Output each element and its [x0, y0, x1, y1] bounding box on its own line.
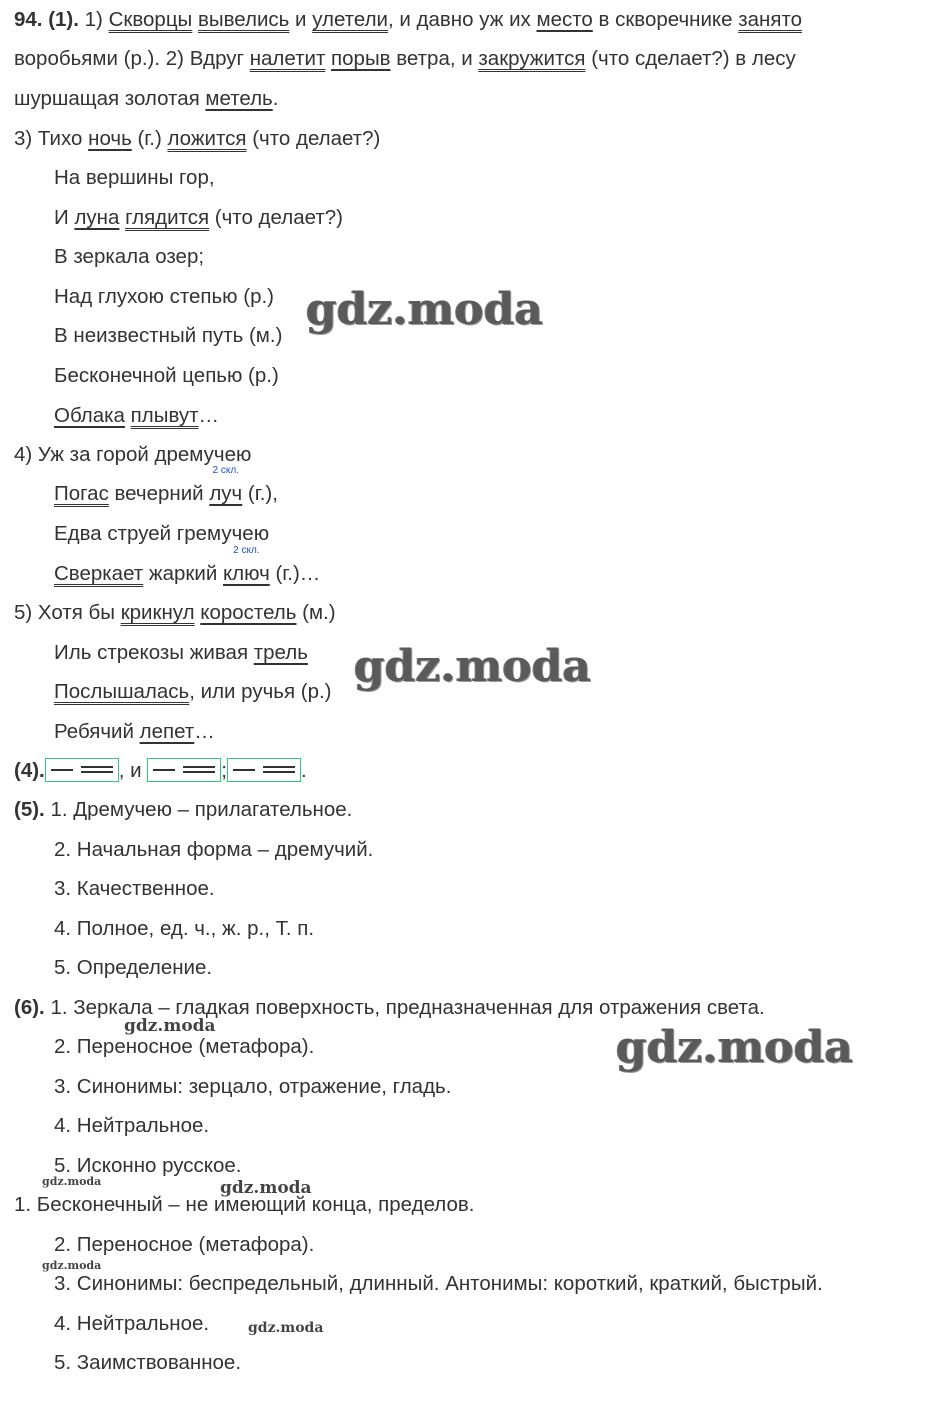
text: … — [194, 720, 215, 743]
poem3-line-5: Над глухою степью (р.) — [54, 285, 275, 308]
watermark: gdz.moda — [220, 1178, 312, 1198]
watermark: gdz.moda — [306, 284, 544, 335]
watermark: gdz.moda — [42, 1259, 102, 1272]
part6-line-2: 2. Переносное (метафора). — [54, 1035, 315, 1058]
predicate: налетит — [249, 47, 326, 70]
watermark: gdz.moda — [42, 1175, 102, 1188]
predicate: глядится — [125, 206, 210, 229]
part6-line-4: 4. Нейтральное. — [54, 1114, 210, 1137]
predicate: плывут — [130, 404, 199, 427]
part5-line-4: 4. Полное, ед. ч., ж. р., Т. п. — [54, 917, 315, 940]
subject-predicate-icon — [49, 759, 115, 779]
poem3-line-3 — [54, 205, 343, 231]
predicate: крикнул — [120, 601, 195, 624]
part5-line-3: 3. Качественное. — [54, 877, 215, 900]
task-line-3 — [14, 86, 278, 112]
poem3-line-7: Бесконечной цепью (р.) — [54, 364, 279, 387]
poem4-line-2 — [54, 465, 278, 507]
text: 1. Дремучею – прилагательное. — [44, 798, 353, 821]
text: 3) Тихо — [14, 127, 89, 150]
part5-line-2: 2. Начальная форма – дремучий. — [54, 838, 374, 861]
task-number: 94. (1). — [14, 8, 79, 31]
part-number: (5). — [14, 798, 45, 821]
text: И — [54, 206, 75, 229]
predicate: улетели — [312, 8, 388, 31]
text: 1) — [78, 8, 109, 31]
text: (г.) — [131, 127, 168, 150]
text: (р.). 2) Вдруг — [117, 47, 250, 70]
predicate: занято — [738, 8, 803, 31]
part5-line-1 — [14, 797, 352, 823]
subject-predicate-icon — [231, 759, 297, 779]
poem3-line-1 — [14, 126, 380, 152]
part6b-line-2: 2. Переносное (метафора). — [54, 1233, 315, 1256]
annotated-word — [222, 545, 270, 585]
text: ; — [221, 759, 227, 782]
poem5-line-2 — [54, 640, 308, 666]
subject: лепет — [139, 720, 195, 743]
part6b-line-5: 5. Заимствованное. — [54, 1351, 242, 1374]
text: вечерний — [108, 482, 210, 505]
grammar-basis-box — [45, 758, 119, 782]
poem5-line-3 — [54, 679, 332, 705]
text: и — [289, 8, 313, 31]
text: (г.)… — [269, 562, 321, 585]
declension-note: 2 скл. — [233, 545, 260, 556]
poem3-line-2: На вершины гор, — [54, 166, 215, 189]
text: Иль стрекозы живая — [54, 641, 254, 664]
text: в скворечнике — [592, 8, 739, 31]
text: . — [272, 87, 279, 110]
part6b-line-1: 1. Бесконечный – не имеющий конца, пределов. — [14, 1193, 475, 1216]
subject-predicate-icon — [151, 759, 217, 779]
subject: луч — [209, 482, 243, 505]
part-number: (4). — [14, 759, 45, 782]
part6-line-3: 3. Синонимы: зерцало, отражение, гладь. — [54, 1075, 452, 1098]
subject: луна — [74, 206, 120, 229]
subject: метель — [205, 87, 273, 110]
text: (что делает?) — [209, 206, 343, 229]
text: , и — [118, 759, 148, 782]
predicate: ложится — [167, 127, 247, 150]
watermark: gdz.moda — [124, 1016, 216, 1036]
subject: трель — [253, 641, 308, 664]
text: (м.) — [296, 601, 336, 624]
predicate: Послышалась — [54, 680, 190, 703]
text: ветра, и — [390, 47, 479, 70]
subject: коростель — [200, 601, 297, 624]
text: 5) Хотя бы — [14, 601, 121, 624]
predicate: Скворцы — [108, 8, 193, 31]
watermark: gdz.moda — [248, 1320, 324, 1336]
grammar-basis-box — [227, 758, 301, 782]
subject: место — [536, 8, 593, 31]
part6b-line-3: 3. Синонимы: беспредельный, длинный. Антонимы: короткий, краткий, быстрый. — [54, 1272, 823, 1295]
text: , или ручья (р.) — [189, 680, 332, 703]
poem5-line-4 — [54, 719, 215, 745]
declension-note: 2 скл. — [212, 465, 239, 476]
grammar-basis-box — [147, 758, 221, 782]
text: (г.), — [242, 482, 278, 505]
poem5-line-1 — [14, 600, 336, 626]
scheme-line — [14, 758, 307, 784]
predicate: Сверкает — [54, 562, 144, 585]
watermark: gdz.moda — [354, 641, 592, 692]
subject: ночь — [88, 127, 132, 150]
text: Ребячий — [54, 720, 140, 743]
poem3-line-8 — [54, 403, 219, 429]
subject: порыв — [331, 47, 391, 70]
text: (что делает?) — [246, 127, 381, 150]
poem3-line-6: В неизвестный путь (м.) — [54, 324, 283, 347]
poem4-line-1: 4) Уж за горой дремучею — [14, 443, 252, 466]
text: . — [301, 759, 307, 782]
text: (что сделает?) в лесу — [585, 47, 796, 70]
annotated-word — [209, 465, 243, 505]
word: воробьями — [14, 47, 118, 70]
part5-line-5: 5. Определение. — [54, 956, 213, 979]
predicate: Погас — [54, 482, 109, 505]
part6-line-5: 5. Исконно русское. — [54, 1154, 242, 1177]
predicate: закружится — [478, 47, 586, 70]
text: жаркий — [143, 562, 223, 585]
task-line-2 — [14, 46, 796, 72]
predicate: вывелись — [198, 8, 290, 31]
part6b-line-4: 4. Нейтральное. — [54, 1312, 210, 1335]
watermark: gdz.moda — [616, 1022, 854, 1073]
text: 1. Зеркала – гладкая поверхность, предназначенная для отражения света. — [44, 996, 765, 1019]
part-number: (6). — [14, 996, 45, 1019]
subject: ключ — [222, 562, 270, 585]
poem3-line-4: В зеркала озер; — [54, 245, 205, 268]
text: , и давно уж их — [387, 8, 537, 31]
subject: Облака — [54, 404, 125, 427]
text: шуршащая золотая — [14, 87, 206, 110]
poem4-line-4 — [54, 545, 321, 587]
task-line-1 — [14, 7, 802, 33]
text: … — [198, 404, 220, 427]
poem4-line-3: Едва струей гремучею — [54, 522, 270, 545]
